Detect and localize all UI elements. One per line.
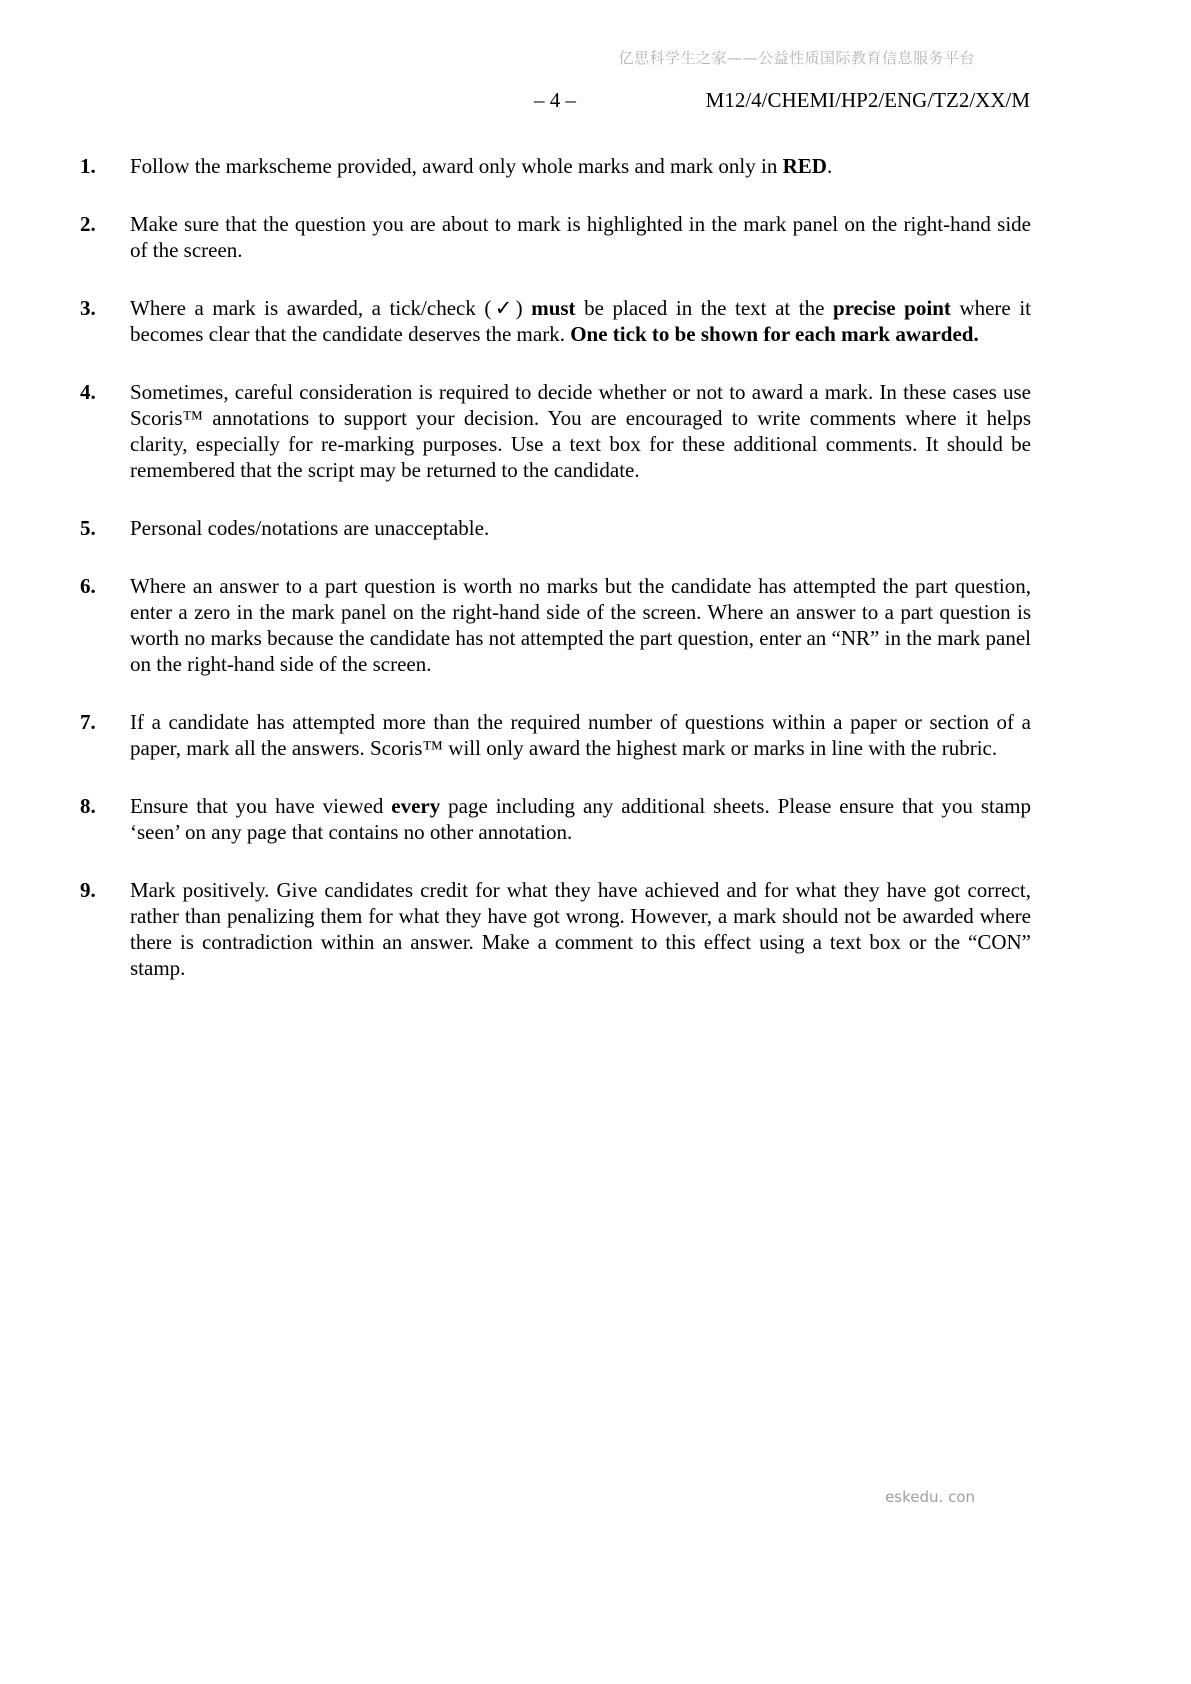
instruction-number: 9. bbox=[80, 878, 96, 902]
instruction-text-segment: Make sure that the question you are about to mark is highlighted in the mark panel on the right-hand side of the screen. bbox=[130, 212, 1031, 262]
instruction-text-segment: Where an answer to a part question is worth no marks but the candidate has attempted the part question, enter a zero in the mark panel on the right-hand side of the screen. Where an answer to a part question is worth no marks because the candidate has not attempted the part question, enter an “NR” in the mark panel on the right-hand side of the screen. bbox=[130, 574, 1031, 676]
instruction-text bbox=[130, 153, 1031, 179]
instruction-text bbox=[130, 709, 1031, 761]
instructions-list bbox=[80, 153, 1031, 1013]
instruction-text bbox=[130, 877, 1031, 981]
instruction-text-segment: be placed in the text at the bbox=[575, 296, 834, 320]
document-code: M12/4/CHEMI/HP2/ENG/TZ2/XX/M bbox=[705, 88, 1030, 112]
instruction-text-bold-segment: RED bbox=[782, 154, 827, 178]
instruction-item bbox=[80, 153, 1031, 179]
page-header bbox=[80, 88, 1030, 118]
instruction-text bbox=[130, 211, 1031, 263]
instruction-text-segment: Mark positively. Give candidates credit for what they have achieved and for what they have got correct, rather than penalizing them for what they have got wrong. However, a mark should not be awarded where there is contradiction within an answer. Make a comment to this effect using a text box or the “CON” stamp. bbox=[130, 878, 1031, 980]
instruction-text-segment: Sometimes, careful consideration is required to decide whether or not to award a mark. In these cases use Scoris™ annotations to support your decision. You are encouraged to write comments where it helps clarity, especially for re-marking purposes. Use a text box for these additional comments. It should be remembered that the script may be returned to the candidate. bbox=[130, 380, 1031, 482]
instruction-text-segment: page including any additional sheets. Please ensure that you stamp ‘seen’ on any page that contains no other annotation. bbox=[130, 794, 1031, 844]
footer-watermark: eskedu. con bbox=[885, 1488, 975, 1506]
instruction-number: 6. bbox=[80, 574, 96, 598]
instruction-item bbox=[80, 211, 1031, 263]
instruction-text-segment: . bbox=[826, 154, 833, 178]
instruction-text bbox=[130, 515, 1031, 541]
instruction-text-bold-segment: every bbox=[391, 794, 441, 818]
instruction-text-bold-segment: precise point bbox=[833, 296, 951, 320]
instruction-text-segment: Where a mark is awarded, a tick/check (✓) bbox=[130, 296, 532, 320]
instruction-item bbox=[80, 573, 1031, 677]
instruction-item bbox=[80, 709, 1031, 761]
instruction-item bbox=[80, 877, 1031, 981]
instruction-item bbox=[80, 295, 1031, 347]
instruction-text-segment: Follow the markscheme provided, award only whole marks and mark only in bbox=[130, 154, 783, 178]
page-number: – 4 – bbox=[534, 88, 576, 112]
instruction-item bbox=[80, 515, 1031, 541]
instruction-text-bold-segment: One tick to be shown for each mark awarded. bbox=[570, 322, 979, 346]
instruction-text-segment: Personal codes/notations are unacceptable. bbox=[130, 516, 490, 540]
instruction-text-segment: Ensure that you have viewed bbox=[130, 794, 392, 818]
watermark-text: 亿思科学生之家——公益性质国际教育信息服务平台 bbox=[618, 49, 975, 67]
instruction-number: 1. bbox=[80, 154, 96, 178]
instruction-item bbox=[80, 793, 1031, 845]
instruction-text-segment: If a candidate has attempted more than the required number of questions within a paper or section of a paper, mark all the answers. Scoris™ will only award the highest mark or marks in line with the rubric. bbox=[130, 710, 1031, 760]
instruction-text bbox=[130, 295, 1031, 347]
instruction-text-segment: where it becomes clear that the candidate deserves the mark. bbox=[130, 296, 1031, 346]
instruction-number: 3. bbox=[80, 296, 96, 320]
instruction-number: 4. bbox=[80, 380, 96, 404]
instruction-text bbox=[130, 793, 1031, 845]
instruction-number: 5. bbox=[80, 516, 96, 540]
instruction-text bbox=[130, 573, 1031, 677]
instruction-number: 2. bbox=[80, 212, 96, 236]
instruction-item bbox=[80, 379, 1031, 483]
instruction-number: 8. bbox=[80, 794, 96, 818]
instruction-number: 7. bbox=[80, 710, 96, 734]
instruction-text-bold-segment: must bbox=[531, 296, 576, 320]
instruction-text bbox=[130, 379, 1031, 483]
